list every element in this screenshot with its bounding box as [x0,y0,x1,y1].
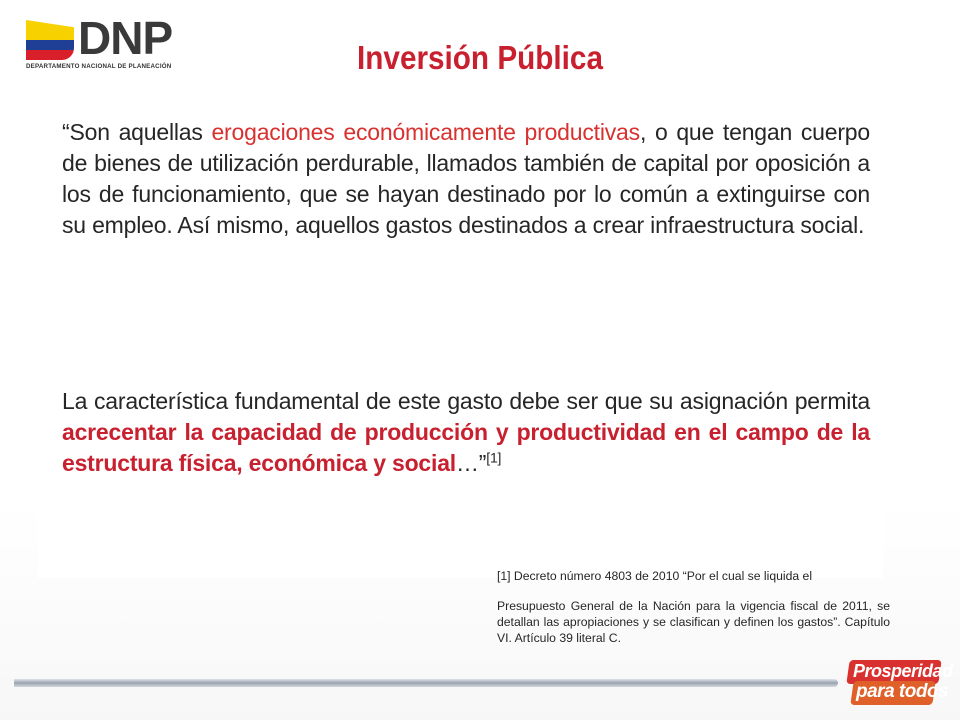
bottom-divider [14,679,838,687]
logo-text: DNP [78,12,173,64]
page-title: Inversión Pública [357,39,603,76]
paragraph-characteristic-start: La característica fundamental de este gasto debe ser que su asignación permita [62,388,870,414]
badge-line2: para todos [856,681,949,702]
footnote-first-line: [1] Decreto número 4803 de 2010 “Por el cual se liquida el [497,569,813,583]
footnote [497,568,890,646]
paragraph-definition [62,117,870,241]
paragraph-definition-highlight: erogaciones económicamente productivas [211,119,640,145]
footnote-reference[interactable]: [1] [486,449,502,466]
paragraph-characteristic-highlight: acrecentar la capacidad de producción y productividad en el campo de la estructura física, económica y social [62,419,870,476]
paragraph-characteristic [62,386,870,479]
badge-line1: Prosperidad [853,661,953,681]
prosperidad-para-todos-logo [848,660,953,710]
logo-subtitle: DEPARTAMENTO NACIONAL DE PLANEACIÓN [26,63,172,70]
footnote-body: Presupuesto General de la Nación para la vigencia fiscal de 2011, se detallan las apropiaciones y se clasifican y definen los gastos”. Capítulo VI. Artículo 39 literal C. [497,599,890,645]
paragraph-characteristic-end: …” [456,450,487,476]
paragraph-definition-end: , o que tengan cuerpo de bienes de utilización perdurable, llamados también de capital por oposición a los de funcionamiento, que se hayan destinado por lo común a extinguirse con su empleo. Así mismo, aquellos gastos destinados a crear infraestructura social. [62,119,870,238]
paragraph-definition-start: “Son aquellas [62,119,212,145]
